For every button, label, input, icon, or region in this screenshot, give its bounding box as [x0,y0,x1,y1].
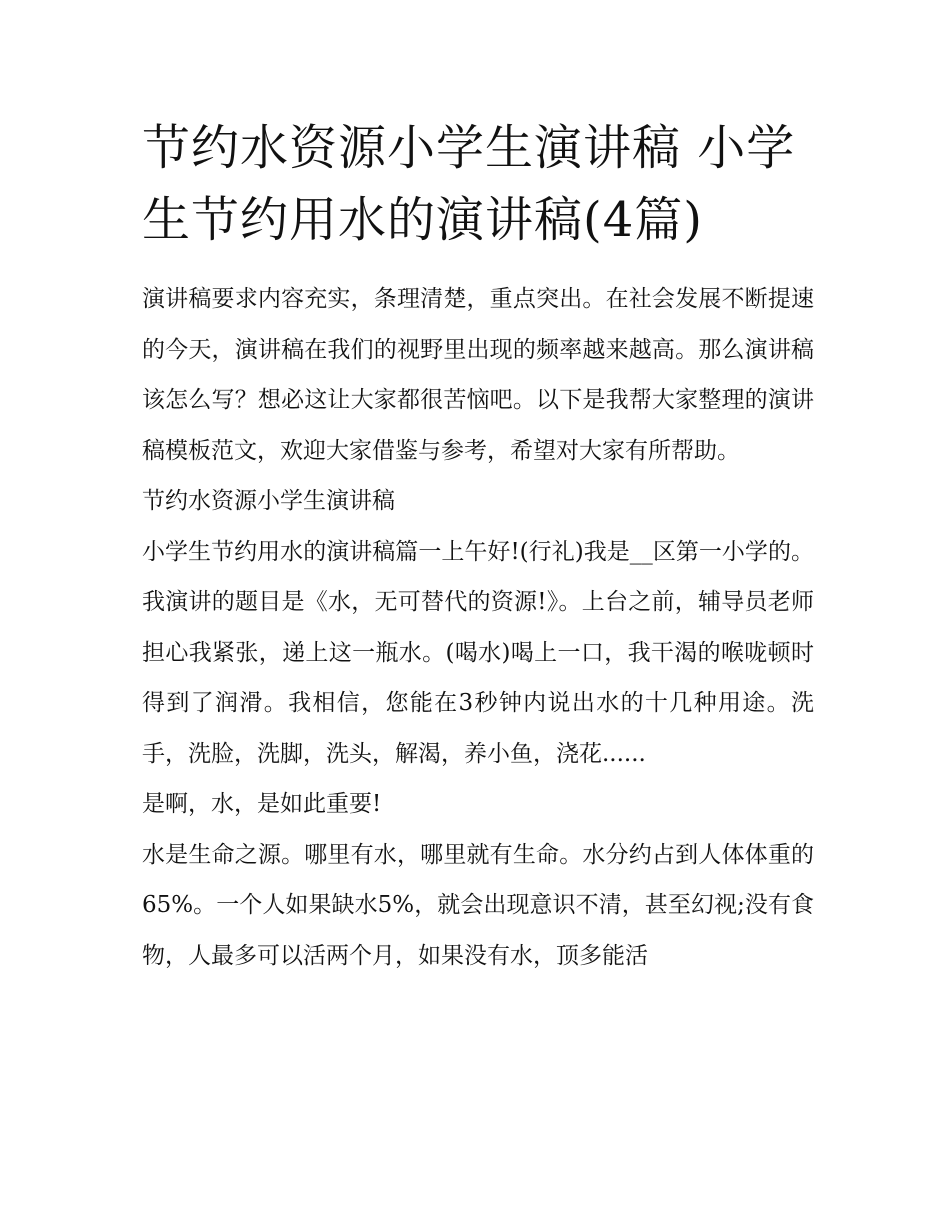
speech-paragraph-1: 小学生节约用水的演讲稿篇一上午好!(行礼)我是__区第一小学的。我演讲的题目是《水，无可替代的资源!》。上台之前，辅导员老师担心我紧张，递上这一瓶水。(喝水)喝上一口，我干渴的喉咙顿时得到了润滑。我相信，您能在3秒钟内说出水的十几种用途。洗手，洗脸，洗脚，洗头，解渴，养小鱼，浇花...... [142,538,814,767]
speech-paragraph-3: 水是生命之源。哪里有水，哪里就有生命。水分约占到人体体重的65%。一个人如果缺水5%，就会出现意识不清，甚至幻视;没有食物，人最多可以活两个月，如果没有水，顶多能活 [142,841,814,969]
section-heading: 节约水资源小学生演讲稿 [142,488,395,514]
document-body [142,112,814,981]
document-title: 节约水资源小学生演讲稿 小学生节约用水的演讲稿(4篇) [142,120,796,248]
speech-paragraph-2: 是啊，水，是如此重要! [142,791,382,817]
intro-paragraph: 演讲稿要求内容充实，条理清楚，重点突出。在社会发展不断提速的今天，演讲稿在我们的视野里出现的频率越来越高。那么演讲稿该怎么写？想必这让大家都很苦恼吧。以下是我帮大家整理的演讲稿模板范文，欢迎大家借鉴与参考，希望对大家有所帮助。 [142,286,814,464]
